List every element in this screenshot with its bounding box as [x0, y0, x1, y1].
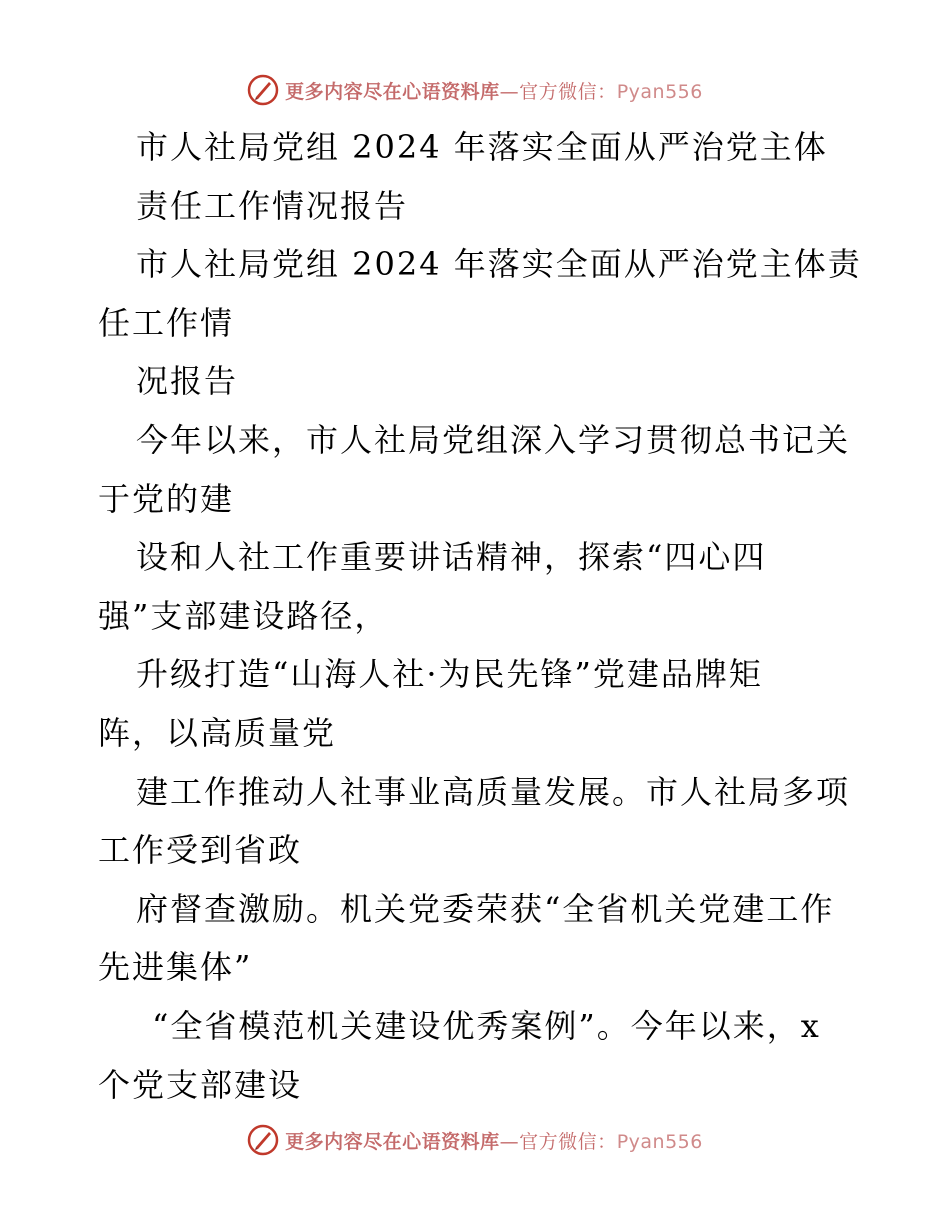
paragraph-line: 先进集体” — [98, 948, 253, 987]
title-line-1: 市人社局党组 2024 年落实全面从严治党主体 — [136, 128, 828, 166]
paragraph-line: 市人社局党组 2024 年落实全面从严治党主体责 — [136, 245, 862, 284]
paragraph-line: “全省模范机关建设优秀案例”。今年以来，x — [152, 1006, 821, 1045]
header-brand: 更多内容尽在心语资料库 — [285, 80, 500, 103]
paragraph-line: 于党的建 — [98, 479, 235, 518]
paragraph-line: 升级打造“山海人社·为民先锋”党建品牌矩 — [136, 655, 763, 694]
paragraph-line: 今年以来，市人社局党组深入学习贯彻总书记关 — [136, 420, 851, 459]
header-banner-text — [285, 77, 703, 104]
paragraph-line: 工作受到省政 — [98, 831, 303, 870]
footer-banner — [0, 1120, 950, 1160]
title-line-2: 责任工作情况报告 — [136, 186, 409, 225]
footer-banner-text — [285, 1127, 703, 1154]
paragraph-line: 设和人社工作重要讲话精神，探索“四心四 — [136, 538, 767, 577]
paragraph-line: 个党支部建设 — [98, 1065, 303, 1104]
header-banner — [0, 70, 950, 110]
document-body — [98, 118, 862, 1114]
header-wechat-label: 官方微信： — [519, 80, 617, 103]
footer-wechat-label: 官方微信： — [519, 1130, 617, 1153]
paragraph-line: 任工作情 — [98, 303, 235, 342]
footer-brand: 更多内容尽在心语资料库 — [285, 1130, 500, 1153]
footer-separator: — — [499, 1130, 520, 1153]
quill-logo-icon — [247, 1124, 279, 1156]
paragraph-line: 建工作推动人社事业高质量发展。市人社局多项 — [136, 772, 851, 811]
paragraph-line: 况报告 — [136, 362, 239, 401]
paragraph-line: 府督查激励。机关党委荣获“全省机关党建工作 — [136, 889, 835, 928]
footer-wechat-account: Pyan556 — [616, 1130, 703, 1153]
paragraph-line: 阵，以高质量党 — [98, 713, 337, 752]
paragraph-line: 强”支部建设路径， — [98, 596, 389, 635]
header-separator: — — [499, 80, 520, 103]
quill-logo-icon — [247, 74, 279, 106]
header-wechat-account: Pyan556 — [616, 80, 703, 103]
